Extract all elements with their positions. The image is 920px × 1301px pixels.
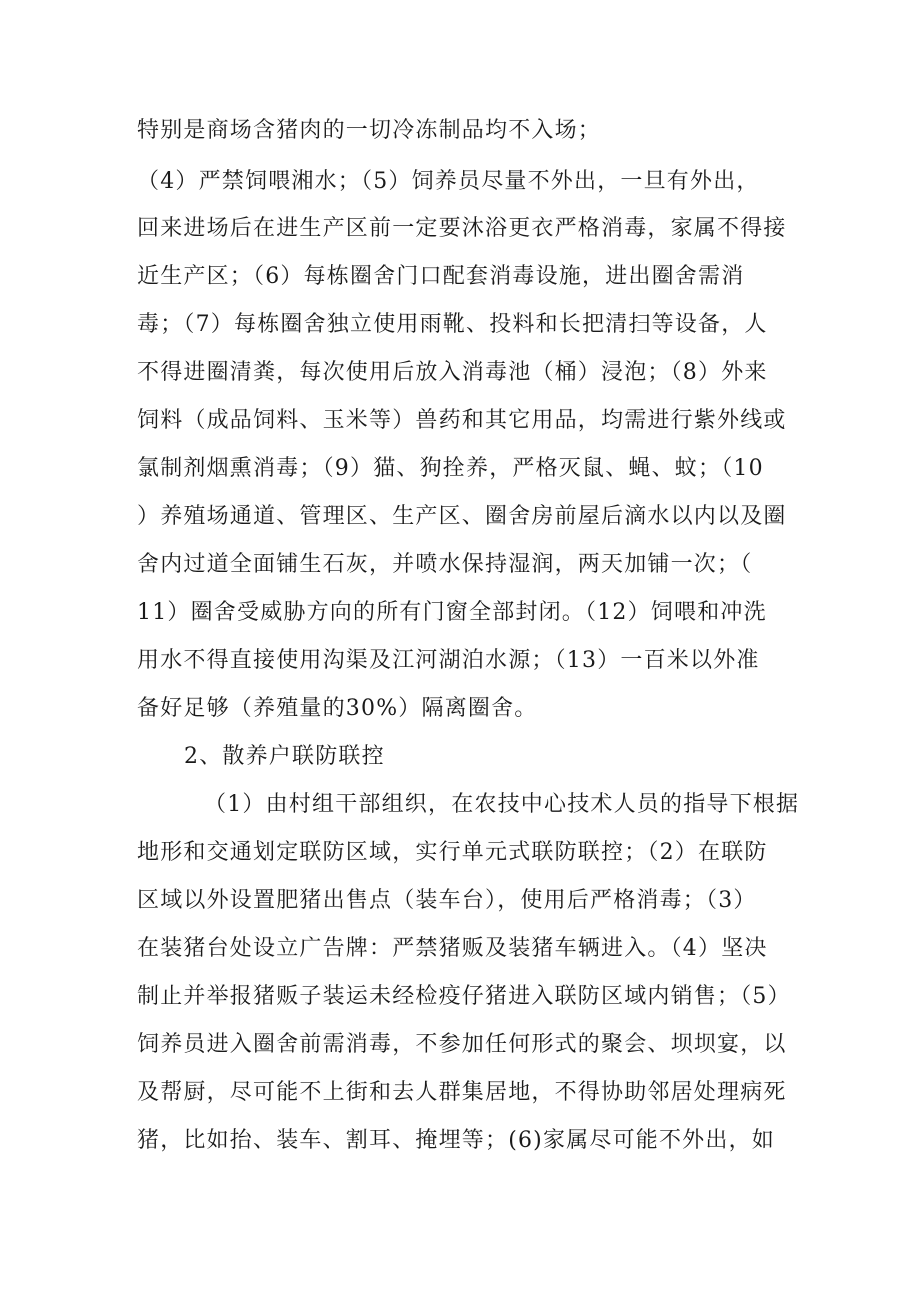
text-line: 氯制剂烟熏消毒；（9）猫、狗拴养，严格灭鼠、蝇、蚊；（10 xyxy=(137,456,764,481)
text-line: 猪，比如抬、装车、割耳、掩埋等；(6)家属尽可能不外出，如 xyxy=(137,1128,775,1153)
text-line: 及帮厨，尽可能不上街和去人群集居地，不得协助邻居处理病死 xyxy=(137,1080,787,1105)
text-line: 特别是商场含猪肉的一切冷冻制品均不入场； xyxy=(137,118,602,143)
text-line: 舍内过道全面铺生石灰，并喷水保持湿润，两天加铺一次；（ xyxy=(137,552,753,577)
text-line: 用水不得直接使用沟渠及江河湖泊水源；（13）一百米以外准 xyxy=(137,648,760,673)
text-line: 毒；（7）每栋圈舍独立使用雨靴、投料和长把清扫等设备，人 xyxy=(137,312,768,337)
text-line: 不得进圈清粪，每次使用后放入消毒池（桶）浸泡；（8）外来 xyxy=(137,360,768,385)
text-line: （4）严禁饲喂湘水；（5）饲养员尽量不外出，一旦有外出， xyxy=(137,169,760,194)
text-line: 制止并举报猪贩子装运未经检疫仔猪进入联防区域内销售；（5） xyxy=(137,984,791,1009)
text-line: 饲料（成品饲料、玉米等）兽药和其它用品，均需进行紫外线或 xyxy=(137,408,787,433)
text-line: 11）圈舍受威胁方向的所有门窗全部封闭。（12）饲喂和冲洗 xyxy=(137,600,767,625)
text-line: ）养殖场通道、管理区、生产区、圈舍房前屋后滴水以内以及圈 xyxy=(137,504,787,529)
section-heading: 2、散养户联防联控 xyxy=(184,744,385,769)
text-line: 地形和交通划定联防区域，实行单元式联防联控；（2）在联防 xyxy=(137,840,768,865)
text-line: 在装猪台处设立广告牌：严禁猪贩及装猪车辆进入。（4）坚决 xyxy=(137,936,768,961)
text-line: 近生产区；（6）每栋圈舍门口配套消毒设施，进出圈舍需消 xyxy=(137,264,745,289)
text-line: （1）由村组干部组织，在农技中心技术人员的指导下根据 xyxy=(204,792,800,817)
text-line: 饲养员进入圈舍前需消毒，不参加任何形式的聚会、坝坝宴，以 xyxy=(137,1032,787,1057)
text-line: 区域以外设置肥猪出售点（装车台），使用后严格消毒；（3） xyxy=(137,888,757,913)
text-line: 回来进场后在进生产区前一定要沐浴更衣严格消毒，家属不得接 xyxy=(137,216,787,241)
text-line: 备好足够（养殖量的30%）隔离圈舍。 xyxy=(137,696,538,721)
